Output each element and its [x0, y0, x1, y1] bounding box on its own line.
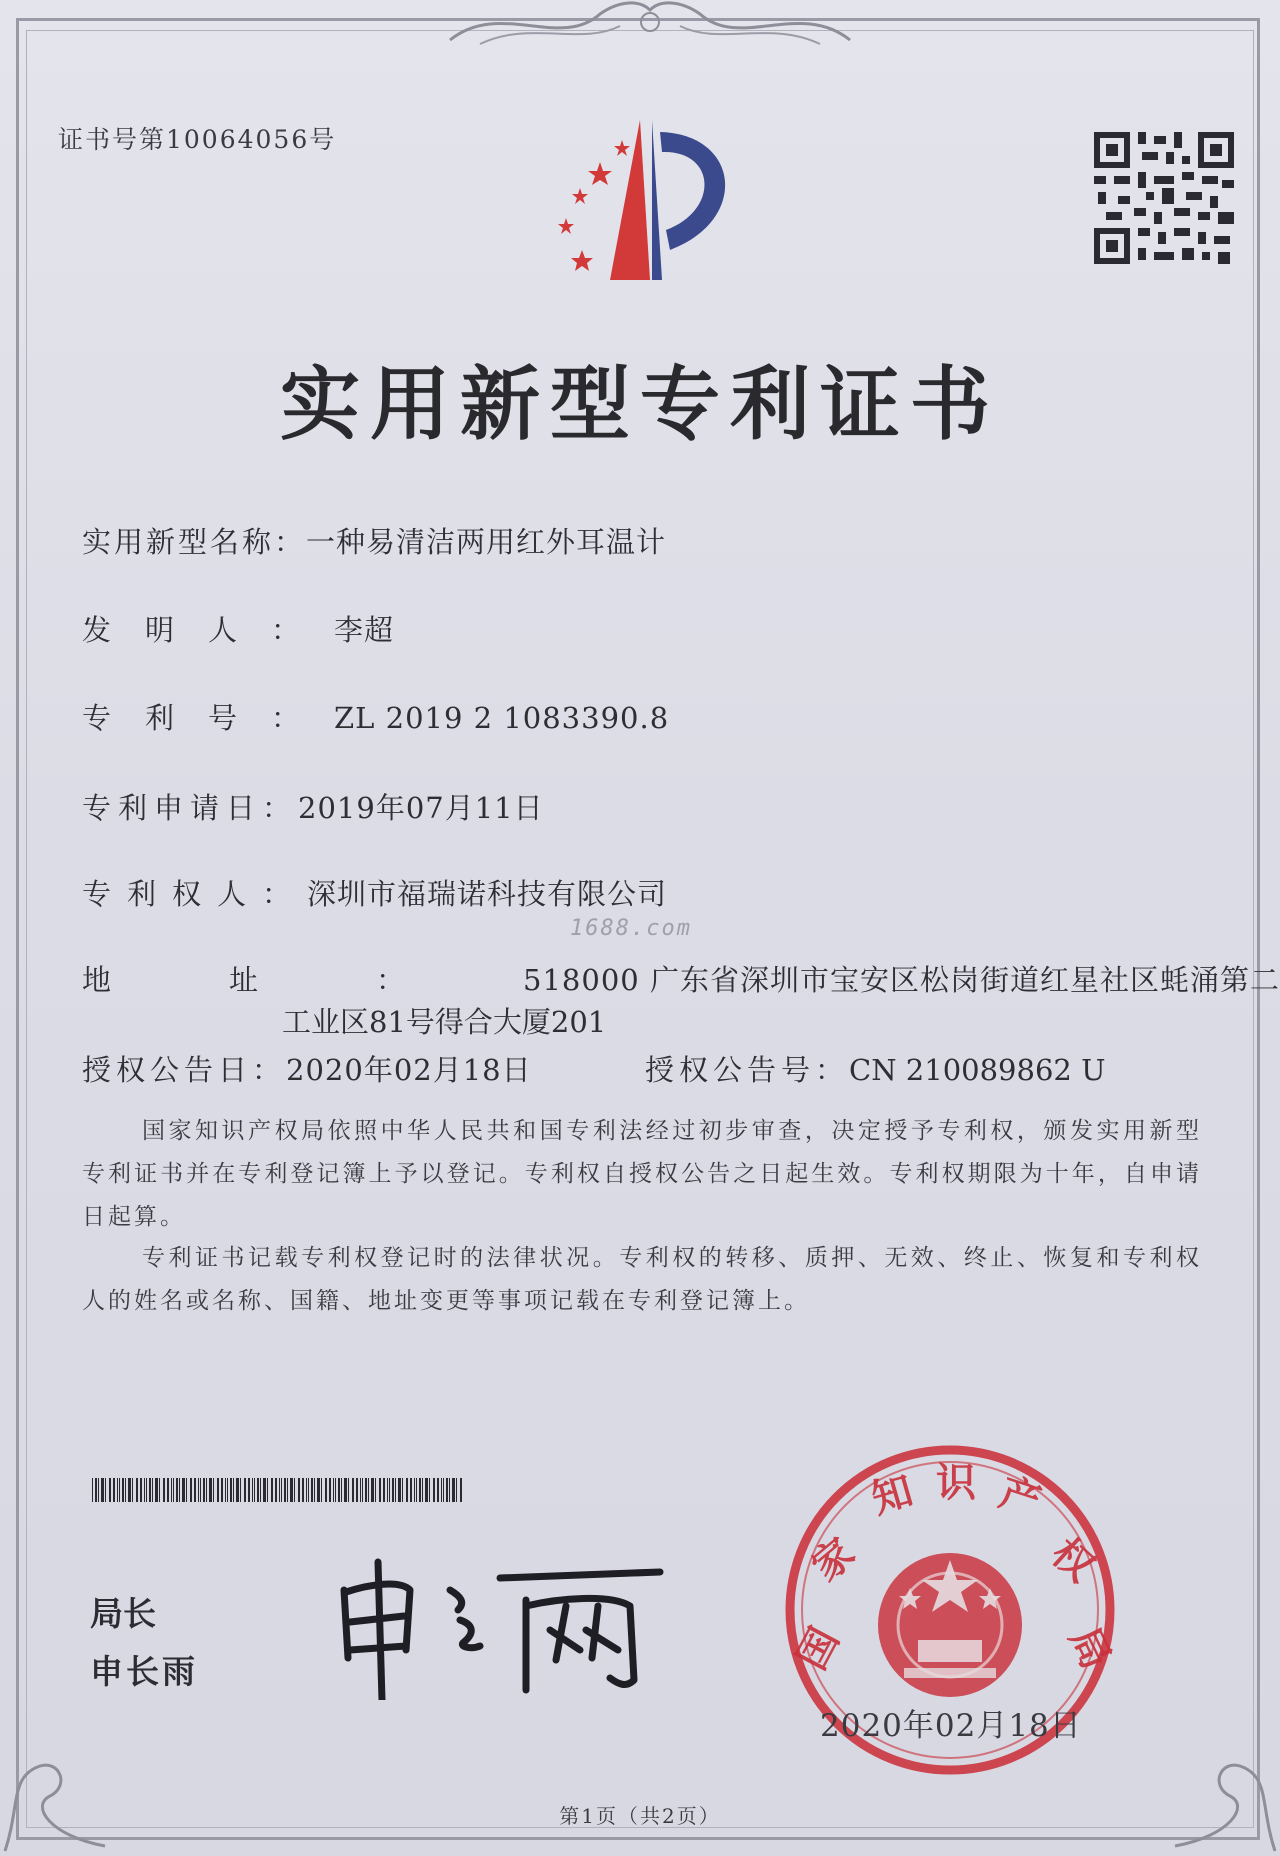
top-ornament [440, 0, 860, 50]
field-utility-model-name [82, 520, 666, 561]
field-grant-date [82, 1048, 532, 1089]
seal-date: 2020年02月18日 [820, 1708, 1082, 1744]
signatory-title: 局长 [90, 1594, 156, 1633]
field-grant-number [645, 1048, 1106, 1089]
field-filing-date [82, 786, 544, 827]
field-label: 授权公告日： [82, 1053, 287, 1087]
field-value: 518000 广东省深圳市宝安区松岗街道红星社区蚝涌第二 [523, 963, 1280, 997]
paragraph-2: 专利证书记载专利权登记时的法律状况。专利权的转移、质押、无效、终止、恢复和专利权人的姓名或名称、国籍、地址变更等事项记载在专利登记簿上。 [82, 1245, 1202, 1314]
field-patent-number [82, 696, 669, 737]
field-value: 李超 [334, 613, 395, 647]
barcode [92, 1478, 464, 1502]
address-line-2: 工业区81号得合大厦201 [282, 1005, 607, 1039]
field-patentee [82, 872, 667, 913]
signatory-name: 申长雨 [90, 1652, 198, 1691]
paragraph-1: 国家知识产权局依照中华人民共和国专利法经过初步审查，决定授予专利权，颁发实用新型专利证书并在专利登记簿上予以登记。专利权自授权公告之日起生效。专利权期限为十年，自申请日起算。 [82, 1118, 1202, 1230]
certificate-number: 证书号第10064056号 [58, 125, 337, 154]
field-value: 深圳市福瑞诺科技有限公司 [307, 877, 668, 911]
svg-text:知: 知 [866, 1467, 918, 1524]
field-label: 发明人： [82, 613, 335, 647]
field-value: 一种易清洁两用红外耳温计 [306, 525, 667, 559]
signature-image [330, 1550, 670, 1700]
field-label: 专利申请日： [82, 791, 299, 825]
watermark: 1688.com [570, 916, 692, 941]
certificate-title: 实用新型专利证书 [280, 357, 1000, 451]
field-value: 2020年02月18日 [286, 1053, 532, 1087]
cnipa-logo-icon [530, 110, 770, 290]
field-label: 授权公告号： [645, 1053, 850, 1087]
field-value: CN 210089862 U [849, 1053, 1106, 1087]
svg-text:权: 权 [1042, 1529, 1103, 1591]
qr-code [1090, 128, 1238, 268]
svg-text:产: 产 [993, 1469, 1047, 1526]
field-label: 地址： [82, 963, 524, 997]
field-label: 专利权人： [82, 877, 308, 911]
field-inventor [82, 608, 394, 649]
page-number: 第1页（共2页） [559, 1804, 721, 1828]
field-label: 实用新型名称： [82, 525, 307, 559]
field-address [82, 958, 1280, 999]
field-label: 专利号： [82, 701, 335, 735]
svg-text:局: 局 [1060, 1620, 1120, 1677]
svg-text:识: 识 [936, 1460, 976, 1506]
svg-text:家: 家 [803, 1529, 864, 1591]
svg-text:国: 国 [788, 1620, 849, 1678]
field-value: 2019年07月11日 [298, 791, 544, 825]
field-value: ZL 2019 2 1083390.8 [334, 701, 670, 735]
